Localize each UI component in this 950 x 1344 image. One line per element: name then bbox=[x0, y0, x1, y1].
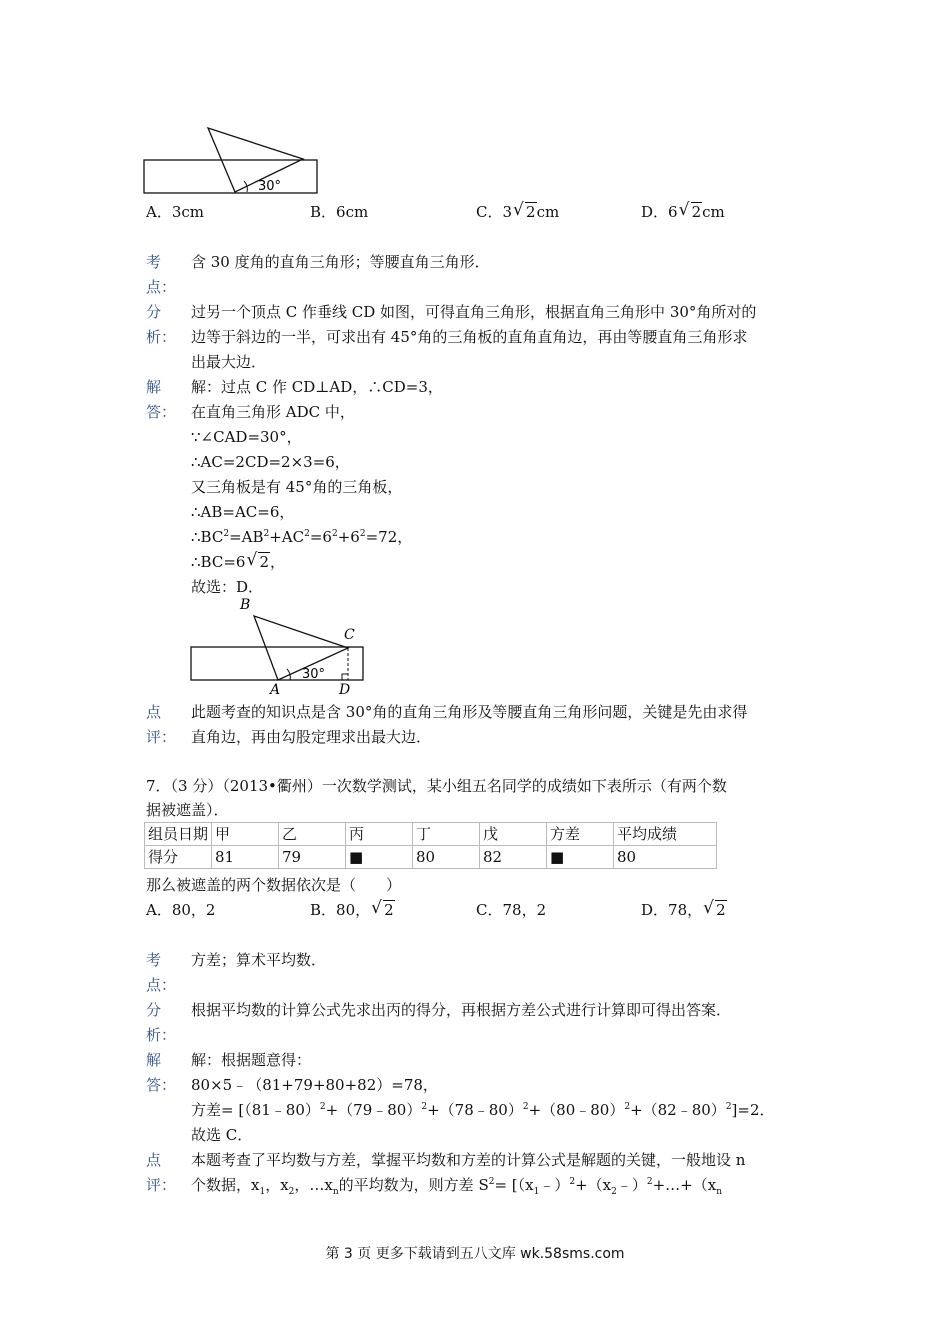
q7-fenxi-label-2: 析： bbox=[146, 1026, 177, 1044]
q7-dianping-label-1: 点 bbox=[146, 1151, 162, 1169]
q7-variance-formula: 方差= [（81﹣80）$^2$+（79﹣80）$^2$+（78﹣80）$^2$+（80﹣80）$^2$+（82﹣80）$^2$]=2． bbox=[191, 1101, 775, 1119]
q6-dianping-label-2: 评： bbox=[146, 728, 177, 746]
q7-stem-line: 据被遮盖）． bbox=[146, 801, 229, 819]
q6-dianping-line: 此题考查的知识点是含 30°角的直角三角形及等腰直角三角形问题，关键是先由求得 bbox=[191, 703, 748, 721]
q6-option-b: B．6cm bbox=[310, 203, 369, 221]
q6-fenxi-label-2: 析： bbox=[146, 328, 177, 346]
table-cell: 方差 bbox=[547, 823, 614, 846]
q6-fenxi-label-1: 分 bbox=[146, 303, 162, 321]
q7-dianping-line: 个数据，$x_1$，$x_2$，$\dots x_n$的平均数为，则方差 $S^2=$ [$(x_1﹣)^2+(x_2﹣)^2+\dots+(x_n$ bbox=[191, 1176, 723, 1197]
q7-option-c: C．78，2 bbox=[476, 901, 547, 919]
table-row bbox=[145, 846, 717, 869]
table-cell: ■ bbox=[547, 846, 614, 869]
q6-jieda-label-2: 答： bbox=[146, 403, 177, 421]
q7-kaodian-label-2: 点： bbox=[146, 976, 177, 994]
q7-score-table bbox=[144, 822, 717, 869]
figure-2-label-d: D bbox=[339, 682, 351, 698]
q7-jieda-line: 解：根据题意得： bbox=[191, 1051, 312, 1069]
q7-dianping-line: 本题考查了平均数与方差，掌握平均数和方差的计算公式是解题的关键，一般地设 n bbox=[191, 1151, 746, 1169]
figure-1-angle-label: 30° bbox=[258, 179, 282, 194]
q7-stem-line: 7．（3 分）（2013•衢州）一次数学测试，某小组五名同学的成绩如下表所示（有两个数 bbox=[146, 777, 727, 795]
q6-fenxi-line: 出最大边． bbox=[191, 353, 267, 371]
q7-fenxi-text: 根据平均数的计算公式先求出丙的得分，再根据方差公式进行计算即可得出答案． bbox=[191, 1001, 732, 1019]
q6-option-c: C．3√ 2cm bbox=[476, 202, 559, 222]
figure-2-label-a: A bbox=[270, 682, 281, 698]
table-cell: 得分 bbox=[145, 846, 212, 869]
table-cell: 平均成绩 bbox=[614, 823, 717, 846]
q6-kaodian-label-2: 点： bbox=[146, 278, 177, 296]
q6-kaodian-text: 含 30 度角的直角三角形；等腰直角三角形． bbox=[191, 253, 490, 271]
q7-option-a: A．80，2 bbox=[146, 901, 216, 919]
q6-dianping-label-1: 点 bbox=[146, 703, 162, 721]
q6-option-d: D．6√ 2cm bbox=[641, 202, 725, 222]
figure-2-label-c: C bbox=[344, 627, 355, 643]
table-cell: 79 bbox=[279, 846, 346, 869]
table-cell: ■ bbox=[346, 846, 413, 869]
q7-kaodian-label-1: 考 bbox=[146, 951, 162, 969]
q6-jieda-line: ∴AC=2CD=2×3=6， bbox=[191, 453, 350, 471]
q6-jieda-line: 解：过点 C 作 CD⊥AD，∴CD=3， bbox=[191, 378, 443, 396]
page-footer: 第 3 页 更多下载请到五八文库 wk.58sms.com bbox=[325, 1246, 625, 1262]
q7-jieda-label-1: 解 bbox=[146, 1051, 162, 1069]
figure-2-angle-label: 30° bbox=[302, 667, 326, 682]
figure-1-triangle-ruler bbox=[140, 120, 325, 200]
table-cell: 丁 bbox=[413, 823, 480, 846]
table-cell: 80 bbox=[413, 846, 480, 869]
figure-2-triangle-ruler bbox=[186, 596, 371, 700]
table-cell: 甲 bbox=[212, 823, 279, 846]
table-cell: 80 bbox=[614, 846, 717, 869]
q6-jieda-label-1: 解 bbox=[146, 378, 162, 396]
figure-2-label-b: B bbox=[240, 597, 251, 613]
q7-option-b: B．80，√ 2 bbox=[310, 900, 395, 920]
q6-jieda-line: ∴AB=AC=6， bbox=[191, 503, 295, 521]
table-cell: 82 bbox=[480, 846, 547, 869]
q7-dianping-label-2: 评： bbox=[146, 1176, 177, 1194]
q7-fenxi-label-1: 分 bbox=[146, 1001, 162, 1019]
q6-jieda-bc: ∴BC=6√ 2， bbox=[191, 552, 285, 572]
table-cell: 81 bbox=[212, 846, 279, 869]
q6-jieda-choose: 故选：D． bbox=[191, 578, 264, 596]
q7-jieda-choose: 故选 C． bbox=[191, 1126, 253, 1144]
q7-option-d: D．78，√ 2 bbox=[641, 900, 727, 920]
q7-jieda-line: 80×5﹣（81+79+80+82）=78， bbox=[191, 1076, 438, 1094]
table-cell: 丙 bbox=[346, 823, 413, 846]
q6-dianping-line: 直角边，再由勾股定理求出最大边． bbox=[191, 728, 432, 746]
q7-kaodian-text: 方差；算术平均数． bbox=[191, 951, 327, 969]
q6-jieda-line: 又三角板是有 45°角的三角板， bbox=[191, 478, 403, 496]
q6-fenxi-line: 过另一个顶点 C 作垂线 CD 如图，可得直角三角形，根据直角三角形中 30°角所对的 bbox=[191, 303, 757, 321]
q6-fenxi-line: 边等于斜边的一半，可求出有 45°角的三角板的直角直角边，再由等腰直角三角形求 bbox=[191, 328, 748, 346]
q6-jieda-bc-squared: $\therefore BC^2=AB^2+AC^2=6^2+6^2=72$， bbox=[191, 528, 413, 546]
table-cell: 组员日期 bbox=[145, 823, 212, 846]
q7-question: 那么被遮盖的两个数据依次是（ ） bbox=[146, 876, 402, 894]
table-cell: 戊 bbox=[480, 823, 547, 846]
q6-jieda-line: ∵∠CAD=30°， bbox=[191, 428, 302, 446]
q7-jieda-label-2: 答： bbox=[146, 1076, 177, 1094]
table-cell: 乙 bbox=[279, 823, 346, 846]
q6-jieda-line: 在直角三角形 ADC 中， bbox=[191, 403, 355, 421]
table-header-row bbox=[145, 823, 717, 846]
q6-kaodian-label-1: 考 bbox=[146, 253, 162, 271]
q6-option-a: A．3cm bbox=[146, 203, 205, 221]
